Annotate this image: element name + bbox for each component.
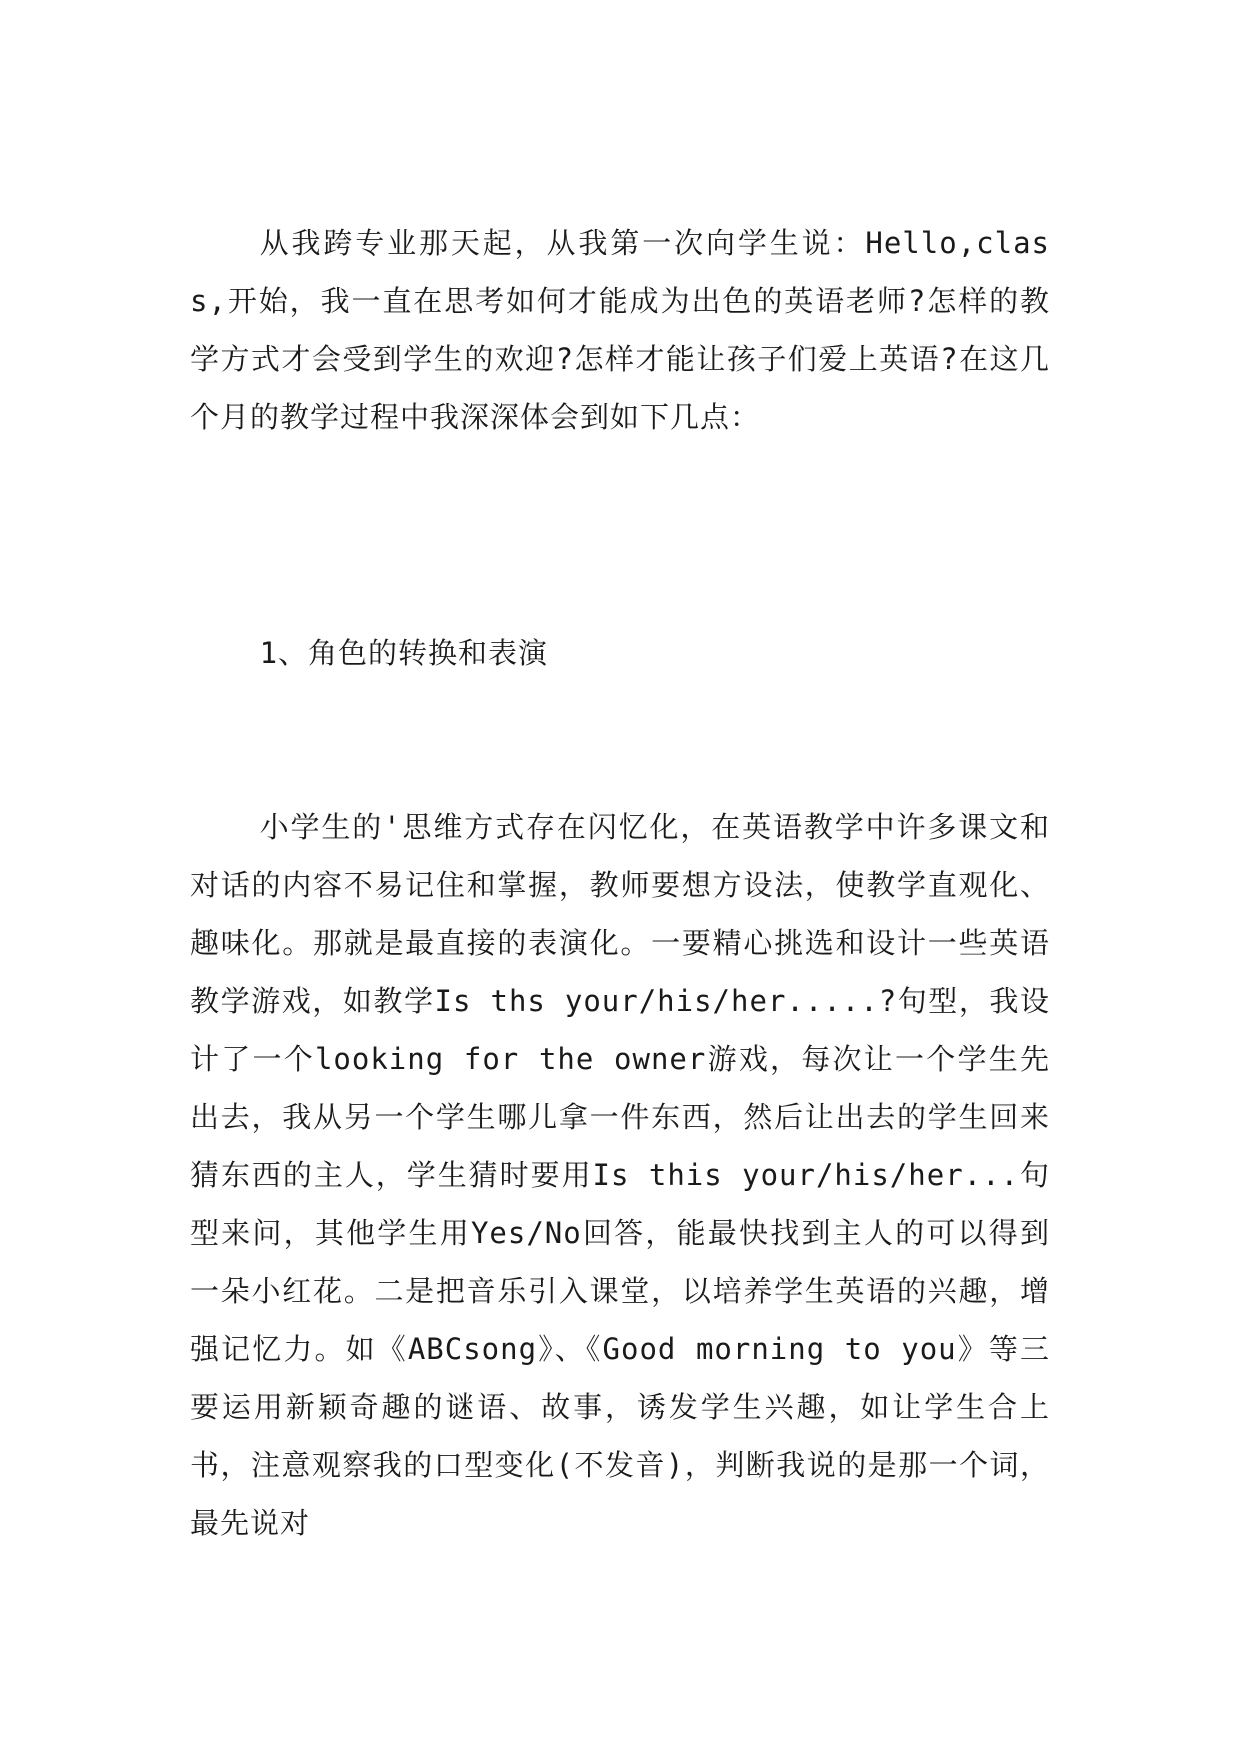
intro-paragraph: 从我跨专业那天起，从我第一次向学生说：Hello,class,开始，我一直在思考如何才能成为出色的英语老师?怎样的教学方式才会受到学生的欢迎?怎样才能让孩子们爱上英语?在这几个月的教学过程中我深深体会到如下几点： — [190, 226, 1050, 434]
body-paragraph: 小学生的'思维方式存在闪忆化，在英语教学中许多课文和对话的内容不易记住和掌握，教师要想方设法，使教学直观化、趣味化。那就是最直接的表演化。一要精心挑选和设计一些英语教学游戏，如教学Is ths your/his/her.....?句型，我设计了一个looking for the owner游戏，每次让一个学生先出去，我从另一个学生哪儿拿一件东西，然后让出去的学生回来猜东西的主人，学生猜时要用Is this your/his/her...句型来问，其他学生用Yes/No回答，能最快找到主人的可以得到一朵小红花。二是把音乐引入课堂，以培养学生英语的兴趣，增强记忆力。如《ABCsong》、《Good morning to you》等三要运用新颖奇趣的谜语、故事，诱发学生兴趣，如让学生合上书，注意观察我的口型变化(不发音)，判断我说的是那一个词，最先说对 — [190, 810, 1050, 1540]
section-heading: 1、角色的转换和表演 — [259, 636, 549, 670]
